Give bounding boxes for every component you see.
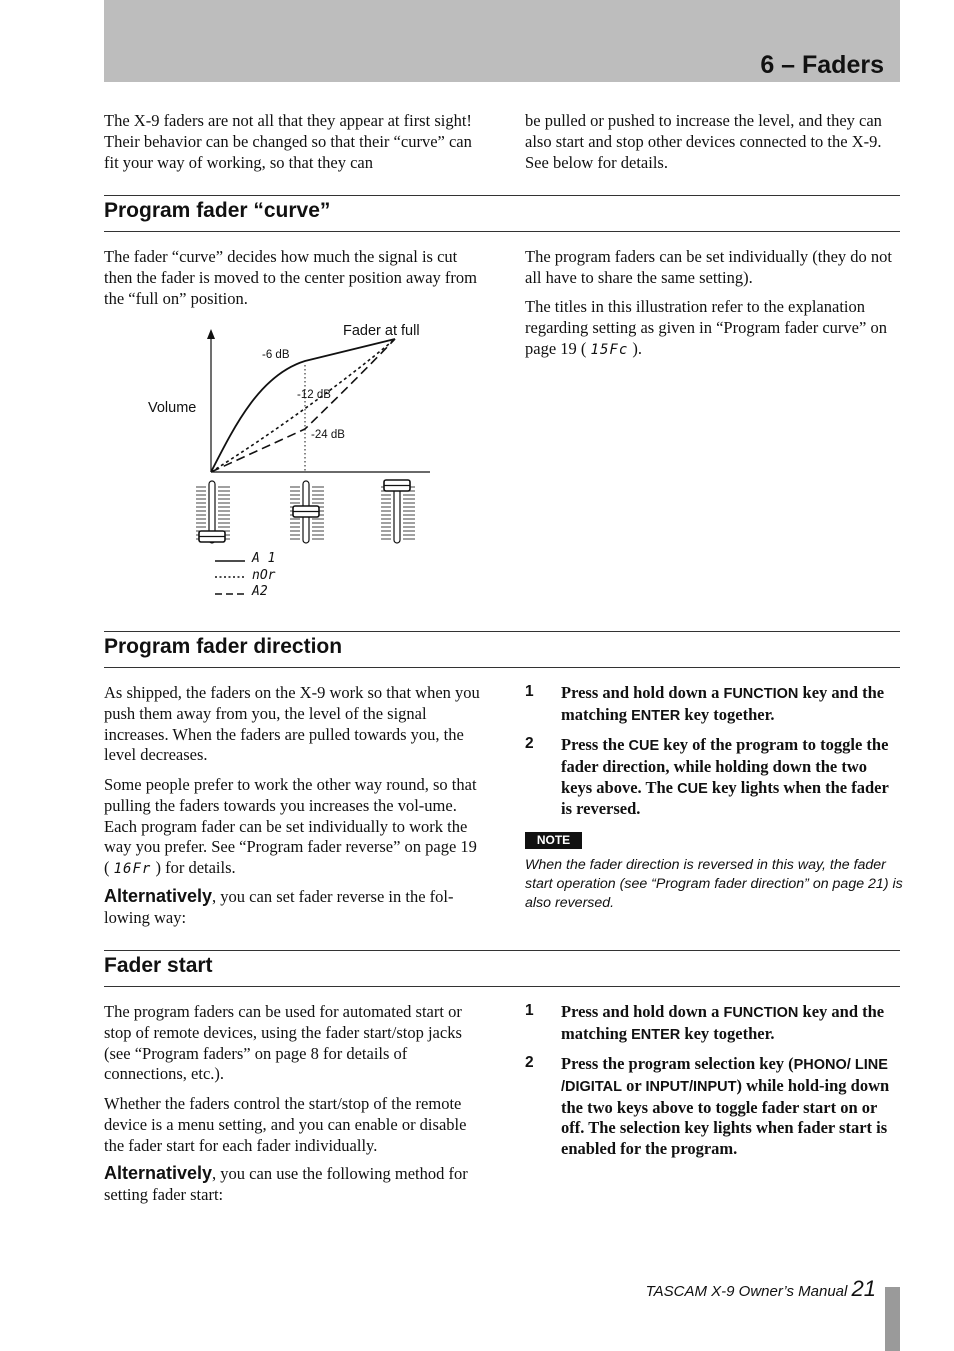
- step-number: 1: [525, 1002, 534, 1019]
- curve-nor: [211, 339, 395, 472]
- alt-rest: , you can use the following method for setting fader start:: [104, 1164, 468, 1204]
- step-text: [561, 683, 901, 727]
- legend-a2: A2: [252, 584, 268, 599]
- alt-word: Alternatively: [104, 1163, 213, 1183]
- step-text: [561, 1054, 901, 1160]
- alt-word: Alternatively: [104, 886, 213, 906]
- step-number: 2: [525, 1054, 534, 1071]
- direction-ref-close: ) for details.: [155, 858, 236, 878]
- section-rule-top: [104, 195, 900, 196]
- section-rule-bottom: [104, 986, 900, 987]
- start-paragraph-2: Whether the faders control the start/stop of the remote device is a menu setting, and you can enable or disable the fader start for each fader individually.: [104, 1094, 467, 1155]
- direction-alternatively: [104, 886, 482, 929]
- direction-ref-text: Some people prefer to work the other way round, so that pulling the faders towards you increases the vol-ume. Each program fader can be set individually to work the way you prefer. See “Program fader reverse” on page 19 (: [104, 775, 477, 878]
- segment-code-16fr: 16Fr: [113, 861, 152, 878]
- start-alternatively: [104, 1163, 482, 1206]
- step-text-part: Press the: [561, 735, 629, 754]
- curve-a2: [211, 339, 395, 472]
- curve-ref-text: The titles in this illustration refer to the explanation regarding setting as given in “Program fader curve” on page 19 (: [525, 297, 887, 358]
- note-badge: NOTE: [525, 832, 582, 849]
- step-text-part: Press and hold down a: [561, 683, 724, 702]
- curve-ref-close: ).: [632, 338, 642, 358]
- start-paragraph-1: The program faders can be used for automated start or stop of remote devices, using the fader start/stop jacks (see “Program faders” on page 8 for details of connections, etc.).: [104, 1002, 462, 1084]
- key-name: CUE: [628, 738, 660, 754]
- step-text-part: ) while hold-ing down the two keys above to toggle fader start on or off. The selection key lights when fader start is enabled for the program.: [561, 1075, 890, 1159]
- curve-paragraph: The fader “curve” decides how much the signal is cut then the fader is moved to the center position away from the “full on” position.: [104, 247, 477, 308]
- direction-paragraph-2: [104, 775, 482, 880]
- legend-nor: nOr: [252, 568, 276, 583]
- section-rule-bottom: [104, 231, 900, 232]
- step-number: 2: [525, 735, 534, 752]
- start-step-2: [525, 1054, 899, 1164]
- note-text: When the fader direction is reversed in this way, the fader start operation (see “Program fader direction” on page 21) is also reversed.: [525, 857, 903, 911]
- key-name: CUE: [677, 780, 708, 797]
- step-text: [561, 1002, 901, 1046]
- label-12db: -12 dB: [297, 389, 331, 401]
- section-rule-top: [104, 950, 900, 951]
- curve-a1: [211, 339, 395, 472]
- manual-title: TASCAM X-9 Owner’s Manual: [645, 1283, 848, 1300]
- step-text-part: Press the program selection key (: [561, 1054, 794, 1073]
- page-tab-marker: [885, 1287, 900, 1351]
- key-name: FUNCTION: [723, 686, 799, 702]
- step-text-part: or: [621, 1075, 646, 1095]
- y-axis-arrow: [207, 329, 215, 339]
- chapter-title: 6 – Faders: [760, 51, 884, 79]
- curve-paragraph-right-2: [525, 297, 899, 360]
- section-title-curve: Program fader “curve”: [104, 199, 331, 222]
- section-rule-bottom: [104, 667, 900, 668]
- fader-illustration-bottom: [196, 481, 230, 543]
- start-step-1: [525, 1002, 899, 1047]
- intro-right: be pulled or pushed to increase the level, and they can also start and stop other devices connected to the X-9. See below for details.: [525, 111, 882, 172]
- page-number: 21: [851, 1276, 876, 1301]
- key-name: PHONO/ LINE /DIGITAL: [561, 1057, 888, 1095]
- intro-left: The X-9 faders are not all that they appear at first sight! Their behavior can be changed so that their “curve” can fit your way of working, so that they can: [104, 111, 472, 172]
- direction-step-1: [525, 683, 899, 728]
- step-text-part: key together.: [680, 704, 775, 724]
- label-24db: -24 dB: [311, 429, 345, 441]
- fader-illustration-middle: [290, 481, 324, 543]
- step-text: [561, 735, 901, 820]
- step-text-part: key and the matching: [561, 1002, 885, 1043]
- key-name: ENTER: [631, 707, 681, 724]
- fader-curve-diagram: [140, 315, 450, 605]
- step-text-part: key together.: [680, 1023, 775, 1043]
- section-title-fader-start: Fader start: [104, 954, 213, 977]
- step-text-part: key and the matching: [561, 683, 885, 724]
- header-bar: [104, 0, 900, 82]
- curve-paragraph-right-1: The program faders can be set individually (they do not all have to share the same setting).: [525, 247, 893, 287]
- key-name: ENTER: [631, 1026, 681, 1043]
- step-text-part: key lights when the fader is reversed.: [561, 777, 889, 819]
- section-rule-top: [104, 631, 900, 632]
- label-6db: -6 dB: [262, 349, 290, 361]
- alt-rest: , you can set fader reverse in the fol-lowing way:: [104, 887, 454, 927]
- direction-paragraph-1: As shipped, the faders on the X-9 work so that when you push them away from you, the level of the signal increases. When the faders are pulled towards you, the level decreases.: [104, 683, 480, 765]
- step-text-part: Press and hold down a: [561, 1002, 724, 1021]
- key-name: FUNCTION: [723, 1005, 799, 1021]
- footer: [646, 1276, 876, 1302]
- step-text-part: key of the program to toggle the fader direction, while holding down the two keys above. The: [561, 735, 889, 797]
- label-volume: Volume: [148, 400, 197, 416]
- label-fader-full: Fader at full: [343, 323, 420, 339]
- segment-code-15fc: 15Fc: [590, 341, 629, 358]
- step-number: 1: [525, 683, 534, 700]
- legend-a1: A 1: [252, 551, 276, 566]
- direction-step-2: [525, 735, 899, 821]
- fader-illustration-top: [381, 480, 415, 543]
- section-title-direction: Program fader direction: [104, 635, 343, 658]
- key-name: INPUT/INPUT: [645, 1078, 737, 1095]
